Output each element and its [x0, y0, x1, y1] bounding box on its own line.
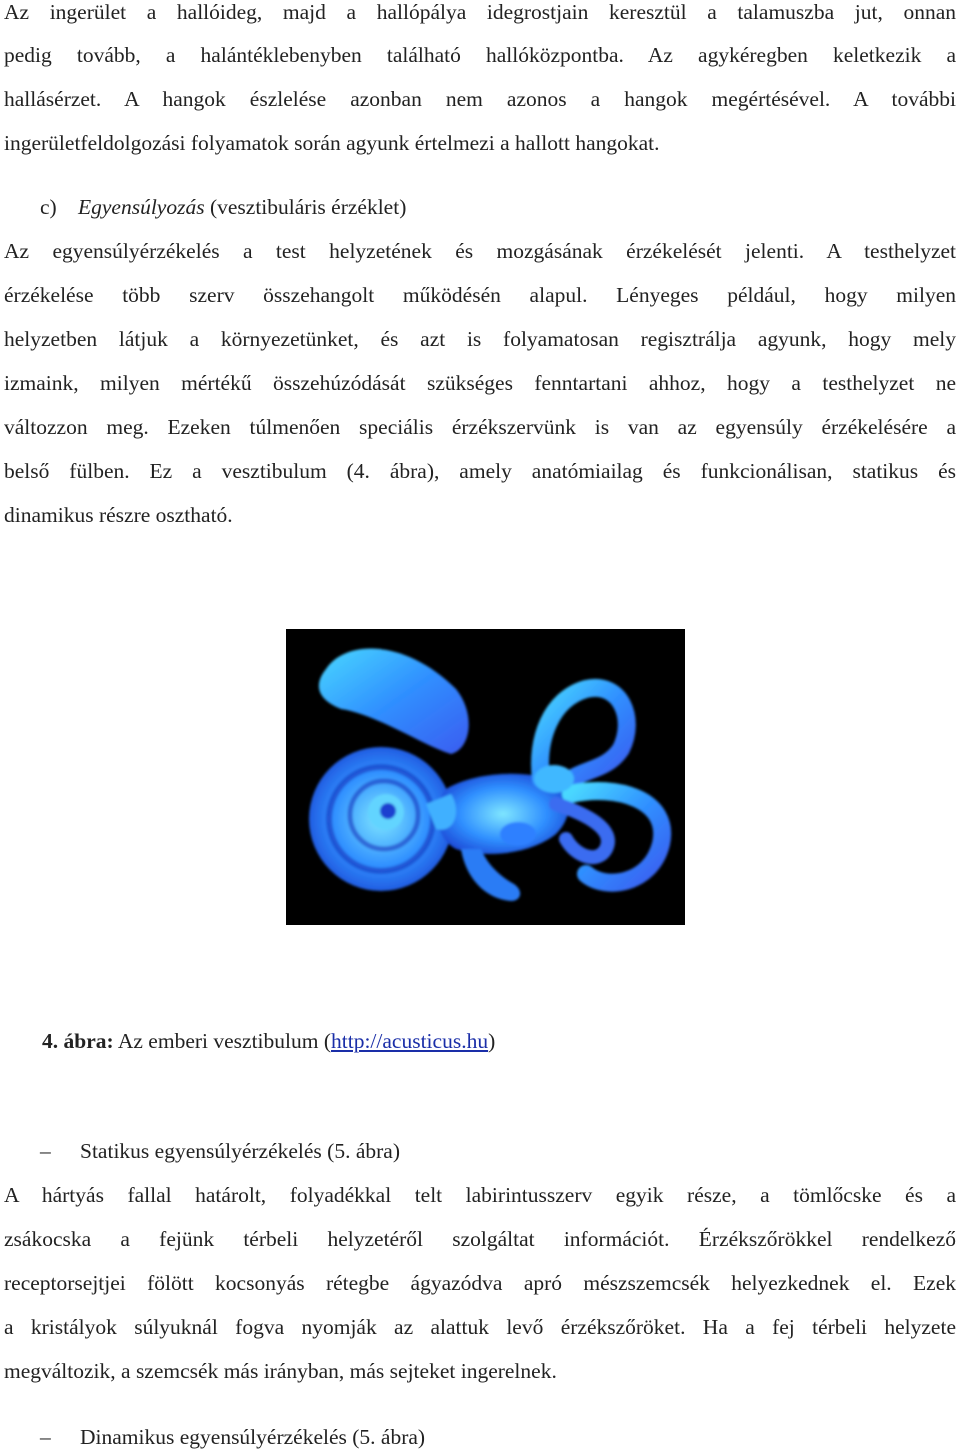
paragraph-line: zsákocska a fejünk térbeli helyzetéről szolgáltat információt. Érzékszőrökkel rendelkező — [4, 1227, 956, 1251]
paragraph-line: megváltozik, a szemcsék más irányban, más sejteket ingerelnek. — [4, 1359, 557, 1383]
paragraph-line: receptorsejtjei fölött kocsonyás rétegbe ágyazódva apró mészszemcsék helyezkednek el. Ezek — [4, 1271, 956, 1295]
paragraph-line: pedig tovább, a halántéklebenyben található hallóközpontba. Az agykéregben keletkezik a — [4, 43, 956, 67]
caption-label: 4. ábra: — [42, 1029, 114, 1053]
bullet-text: Statikus egyensúlyérzékelés (5. ábra) — [80, 1139, 400, 1163]
paragraph-line: dinamikus részre osztható. — [4, 503, 233, 527]
paragraph-line: Az egyensúlyérzékelés a test helyzetének és mozgásának érzékelését jelenti. A testhelyzet — [4, 239, 956, 263]
list-marker: c) — [40, 195, 57, 219]
section-title: Egyensúlyozás — [78, 195, 205, 219]
paragraph-line: érzékelése több szerv összehangolt működésén alapul. Lényeges például, hogy milyen — [4, 283, 956, 307]
section-subtitle: (vesztibuláris érzéklet) — [204, 195, 407, 219]
source-link[interactable]: http://acusticus.hu — [331, 1029, 489, 1053]
paragraph-line: változzon meg. Ezeken túlmenően speciális érzékszervünk is van az egyensúly érzékelésére a — [4, 415, 956, 439]
paragraph-line: A hártyás fallal határolt, folyadékkal telt labirintusszerv egyik része, a tömlőcske és a — [4, 1183, 956, 1207]
paragraph-line: hallásérzet. A hangok észlelése azonban nem azonos a hangok megértésével. A további — [4, 87, 956, 111]
paragraph-line: a kristályok súlyuknál fogva nyomják az alattuk levő érzékszőröket. Ha a fej térbeli helyzete — [4, 1315, 956, 1339]
paragraph-line: izmaink, milyen mértékű összehúzódását szükséges fenntartani ahhoz, hogy a testhelyzet ne — [4, 371, 956, 395]
bullet-dynamic-balance — [40, 1422, 425, 1452]
paragraph-line: belső fülben. Ez a vesztibulum (4. ábra), amely anatómiailag és funkcionálisan, statikus és — [4, 459, 956, 483]
paragraph-line: Az ingerület a hallóideg, majd a hallópálya idegrostjain keresztül a talamuszba jut, onnan — [4, 0, 956, 24]
caption-end: ) — [488, 1029, 496, 1053]
paragraph-line: helyzetben látjuk a környezetünket, és azt is folyamatosan regisztrálja agyunk, hogy mely — [4, 327, 956, 351]
section-heading-c — [40, 192, 406, 222]
dash-marker: – — [40, 1425, 51, 1449]
figure-caption — [42, 1026, 495, 1056]
caption-text: Az emberi vesztibulum ( — [113, 1029, 332, 1053]
vestibulum-figure-image — [286, 629, 685, 925]
paragraph-line: ingerületfeldolgozási folyamatok során agyunk értelmezi a hallott hangokat. — [4, 131, 660, 155]
bullet-static-balance — [40, 1136, 400, 1166]
bullet-text: Dinamikus egyensúlyérzékelés (5. ábra) — [80, 1425, 426, 1449]
dash-marker: – — [40, 1139, 51, 1163]
inner-ear-vestibulum-image — [286, 629, 685, 925]
